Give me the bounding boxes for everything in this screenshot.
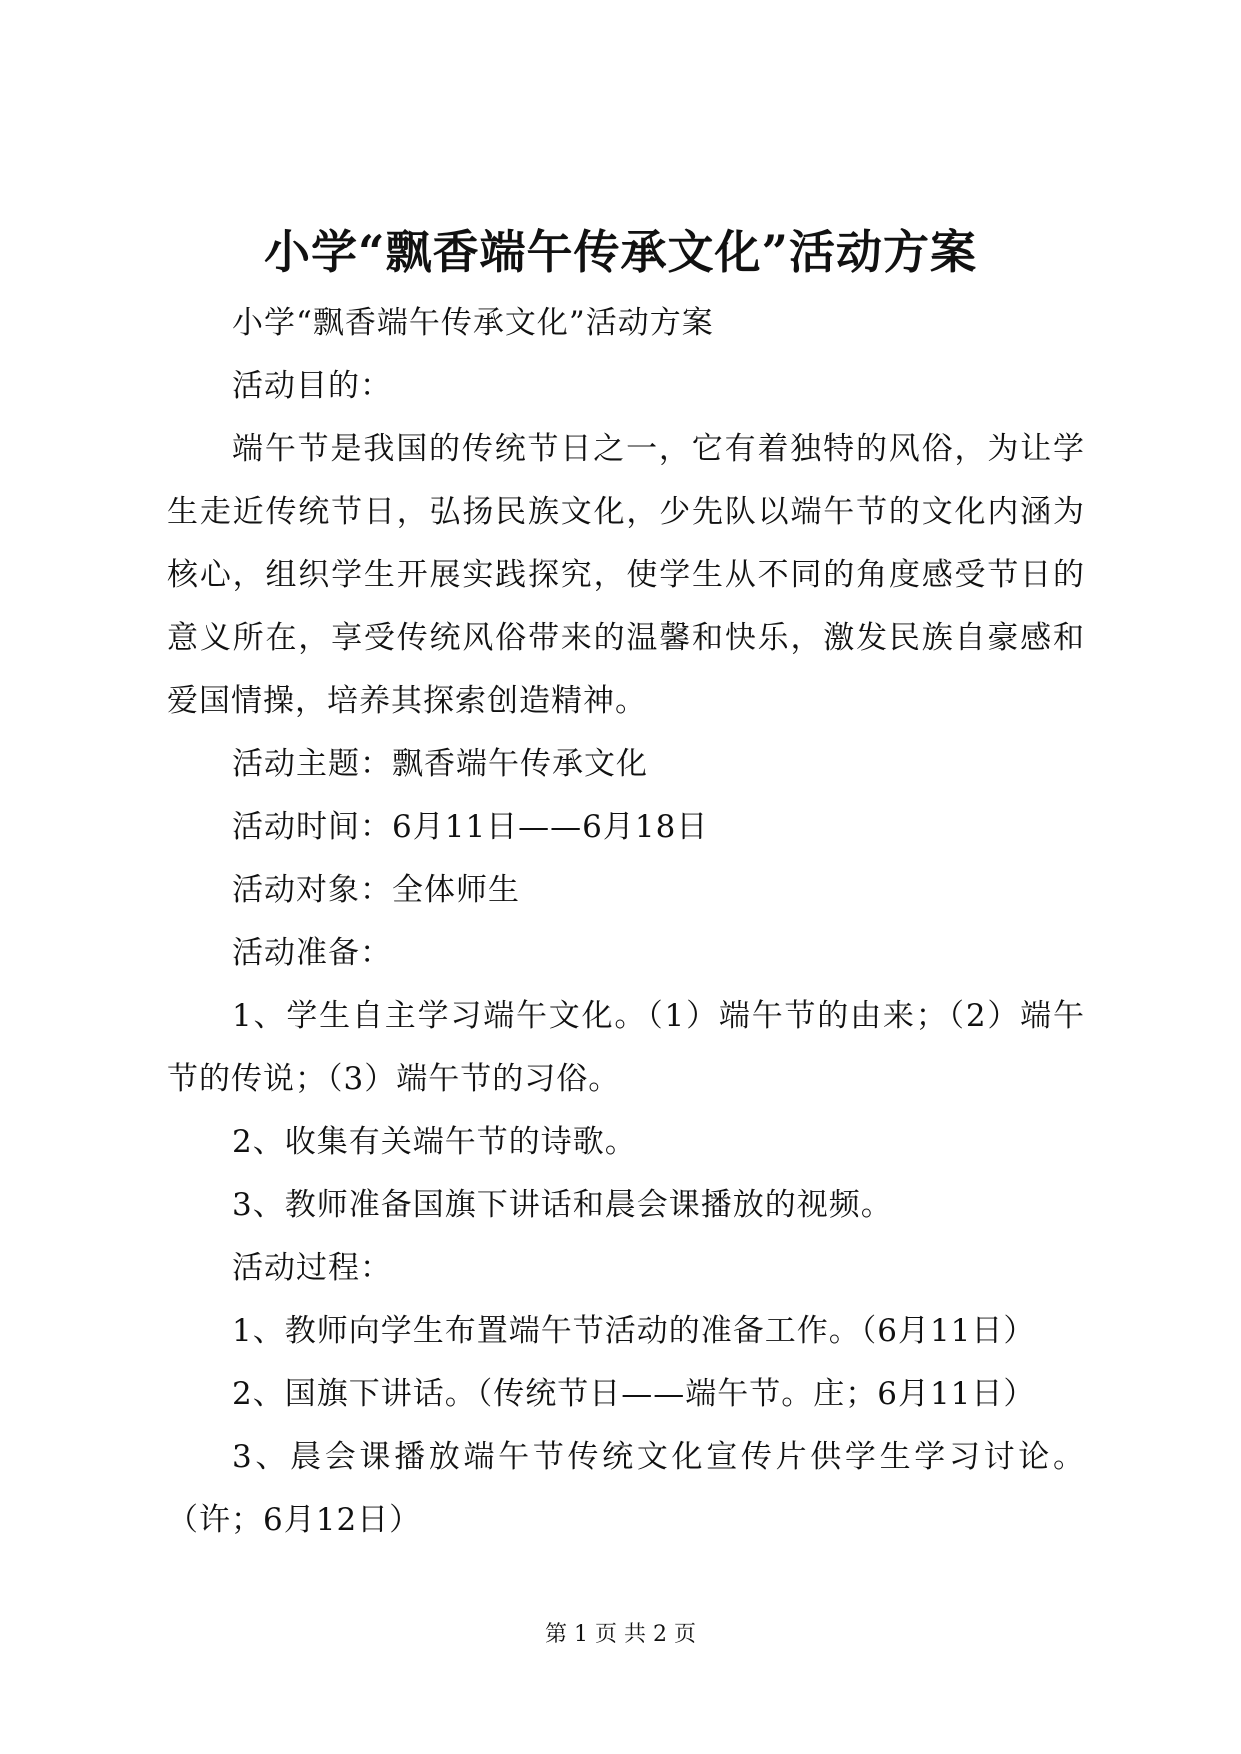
page-number-footer: 第 1 页 共 2 页	[545, 1622, 696, 1647]
paragraph-process-3: 3、晨会课播放端午节传统文化宣传片供学生学习讨论。（许；6月12日）	[167, 1439, 1085, 1538]
document-title: 小学“飘香端午传承文化”活动方案	[264, 225, 977, 279]
paragraph-preparation-2: 2、收集有关端午节的诗歌。	[232, 1124, 637, 1160]
paragraph-preparation-heading: 活动准备：	[232, 935, 392, 971]
paragraph-purpose-body: 端午节是我国的传统节日之一，它有着独特的风俗，为让学生走近传统节日，弘扬民族文化，少先队以端午节的文化内涵为核心，组织学生开展实践探究，使学生从不同的角度感受节日的意义所在，享受传统风俗带来的温馨和快乐，激发民族自豪感和爱国情操，培养其探索创造精神。	[167, 431, 1085, 719]
paragraph-process-heading: 活动过程：	[232, 1250, 392, 1286]
paragraph-audience: 活动对象：全体师生	[232, 872, 520, 908]
paragraph-process-1: 1、教师向学生布置端午节活动的准备工作。（6月11日）	[232, 1313, 1036, 1349]
paragraph-theme: 活动主题：飘香端午传承文化	[232, 746, 648, 782]
paragraph-purpose-heading: 活动目的：	[232, 368, 392, 404]
paragraph-process-2: 2、国旗下讲话。（传统节日——端午节。庄；6月11日）	[232, 1376, 1036, 1412]
document-body	[167, 292, 1085, 1552]
paragraph-time: 活动时间：6月11日——6月18日	[232, 809, 709, 845]
paragraph-subtitle: 小学“飘香端午传承文化”活动方案	[232, 305, 714, 341]
paragraph-preparation-3: 3、教师准备国旗下讲话和晨会课播放的视频。	[232, 1187, 893, 1223]
paragraph-preparation-1: 1、学生自主学习端午文化。（1）端午节的由来；（2）端午节的传说；（3）端午节的习俗。	[167, 998, 1085, 1097]
